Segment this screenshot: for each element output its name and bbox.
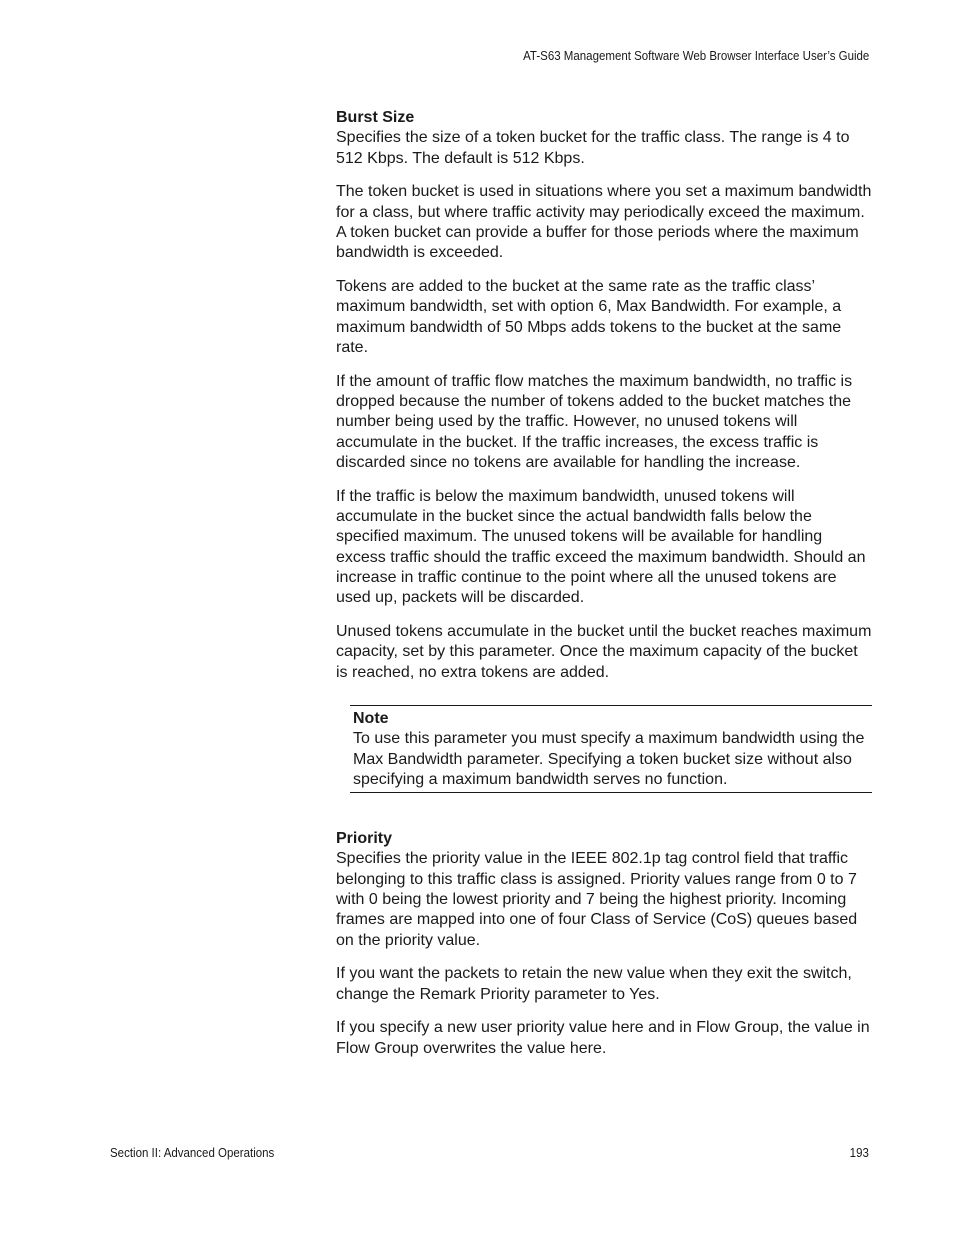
paragraph: If you specify a new user priority value here and in Flow Group, the value in Flow Group overwrites the value here. (336, 1019, 870, 1057)
paragraph: Unused tokens accumulate in the bucket until the bucket reaches maximum capacity, set by this parameter. Once the maximum capacity of the bucket is reached, no extra tokens are added. (336, 623, 872, 681)
burst-size-section (336, 108, 872, 683)
paragraph: Specifies the size of a token bucket for the traffic class. The range is 4 to 512 Kbps. The default is 512 Kbps. (336, 129, 850, 167)
paragraph: Specifies the priority value in the IEEE 802.1p tag control field that traffic belonging to this traffic class is assigned. Priority values range from 0 to 7 with 0 being the lowest priority and 7 being the highest priority. Incoming frames are mapped into one of four Class of Service (CoS) queues based on the priority value. (336, 850, 858, 949)
paragraph: If the amount of traffic flow matches the maximum bandwidth, no traffic is dropped because the number of tokens added to the bucket matches the number being used by the traffic. However, no unused tokens will accumulate in the bucket. If the traffic increases, the excess traffic is discarded since no tokens are available for handling the increase. (336, 372, 853, 471)
section-heading-priority: Priority (336, 830, 393, 848)
paragraph: The token bucket is used in situations where you set a maximum bandwidth for a class, but where traffic activity may periodically exceed the maximum. A token bucket can provide a buffer for those periods where the maximum bandwidth is exceeded. (336, 183, 872, 262)
priority-section (336, 829, 872, 1059)
note-title: Note (353, 709, 389, 727)
page-content (336, 108, 872, 1073)
paragraph: If the traffic is below the maximum bandwidth, unused tokens will accumulate in the bucket since the actual bandwidth falls below the specified maximum. The unused tokens will be available for handling excess traffic should the traffic exceed the maximum bandwidth. Should an increase in traffic continue to the point where all the unused tokens are used up, packets will be discarded. (336, 487, 866, 607)
running-header: AT-S63 Management Software Web Browser Interface User’s Guide (522, 49, 869, 63)
section-heading-burst-size: Burst Size (336, 109, 415, 126)
note-text: To use this parameter you must specify a maximum bandwidth using the Max Bandwidth parameter. Specifying a token bucket size without also specifying a maximum bandwidth serves no function. (353, 730, 865, 788)
footer-page-number: 193 (849, 1146, 869, 1160)
footer-section-label: Section II: Advanced Operations (110, 1146, 275, 1160)
paragraph: Tokens are added to the bucket at the same rate as the traffic class’ maximum bandwidth, set with option 6, Max Bandwidth. For example, a maximum bandwidth of 50 Mbps adds tokens to the bucket at the same rate. (336, 278, 842, 356)
paragraph: If you want the packets to retain the new value when they exit the switch, change the Remark Priority parameter to Yes. (336, 965, 852, 1003)
note-box (350, 705, 872, 793)
